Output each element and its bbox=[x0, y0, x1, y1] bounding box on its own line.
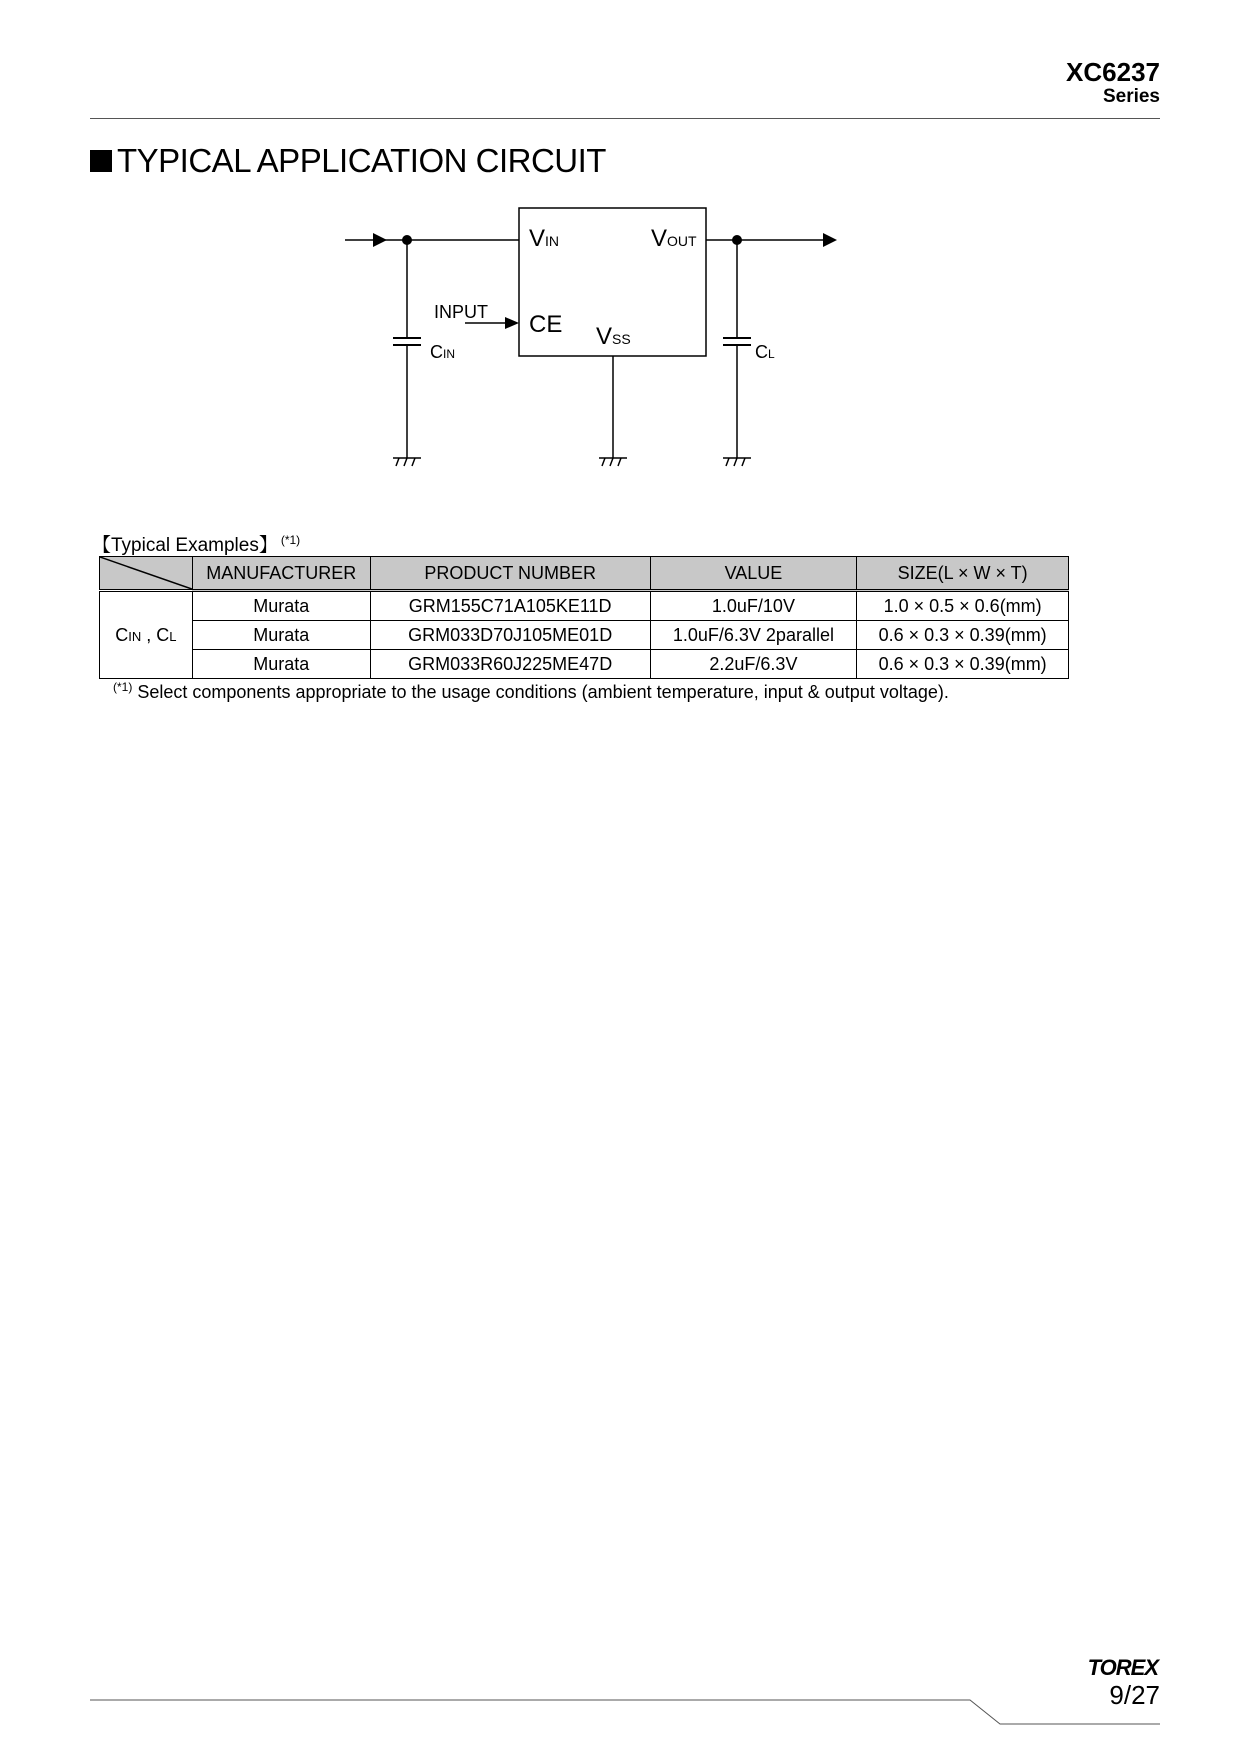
vout-junction-dot bbox=[732, 235, 742, 245]
section-title-text: TYPICAL APPLICATION CIRCUIT bbox=[117, 142, 606, 179]
vin-pin-label: VIN bbox=[529, 225, 560, 252]
cell-product-number: GRM155C71A105KE11D bbox=[370, 591, 650, 621]
col-header-size: SIZE(L × W × T) bbox=[857, 557, 1069, 591]
table-corner-cell bbox=[100, 557, 193, 591]
cell-size: 0.6 × 0.3 × 0.39(mm) bbox=[857, 621, 1069, 650]
vout-pin-label: VOUT bbox=[651, 225, 697, 252]
application-circuit-diagram bbox=[0, 0, 1240, 480]
typical-examples-title: 【Typical Examples】 $^{(*1)}$ bbox=[92, 533, 301, 556]
col-header-manufacturer: MANUFACTURER bbox=[192, 557, 370, 591]
col-header-product-number: PRODUCT NUMBER bbox=[370, 557, 650, 591]
cin-label: CIN bbox=[430, 342, 455, 362]
page-number: 9/27 bbox=[1109, 1680, 1160, 1710]
typical-examples-table bbox=[99, 556, 1069, 679]
footnote-text: Select components appropriate to the usage conditions (ambient temperature, input & output voltage). bbox=[137, 682, 949, 702]
table-row bbox=[100, 621, 1069, 650]
cell-manufacturer: Murata bbox=[192, 621, 370, 650]
ce-pin-label: CE bbox=[529, 311, 563, 338]
footnote bbox=[110, 680, 949, 703]
table-row bbox=[100, 591, 1069, 621]
ground-icon bbox=[723, 458, 751, 466]
table-header-row bbox=[100, 557, 1069, 591]
vin-junction-dot bbox=[402, 235, 412, 245]
series-label: Series bbox=[1102, 86, 1160, 107]
cell-size: 0.6 × 0.3 × 0.39(mm) bbox=[857, 650, 1069, 679]
cell-value: 2.2uF/6.3V bbox=[650, 650, 857, 679]
torex-logo: TOREX bbox=[1087, 1655, 1158, 1680]
input-label: INPUT bbox=[434, 302, 488, 322]
part-number: XC6237 bbox=[1066, 57, 1160, 87]
output-arrow-icon bbox=[823, 233, 837, 247]
cl-label: CL bbox=[755, 342, 775, 362]
ground-icon bbox=[393, 458, 421, 466]
note-reference: (*1) bbox=[280, 533, 301, 547]
vss-pin-label: VSS bbox=[596, 323, 631, 350]
cell-manufacturer: Murata bbox=[192, 650, 370, 679]
footnote-mark: (*1) bbox=[113, 680, 133, 694]
ce-arrow-icon bbox=[505, 317, 519, 329]
cell-size: 1.0 × 0.5 × 0.6(mm) bbox=[857, 591, 1069, 621]
cell-value: 1.0uF/10V bbox=[650, 591, 857, 621]
ground-icon bbox=[599, 458, 627, 466]
diagonal-line-icon bbox=[100, 557, 192, 589]
input-arrow-icon bbox=[373, 233, 387, 247]
cell-product-number: GRM033R60J225ME47D bbox=[370, 650, 650, 679]
col-header-value: VALUE bbox=[650, 557, 857, 591]
row-label-cin-cl: CIN , CL bbox=[100, 591, 193, 679]
cell-value: 1.0uF/6.3V 2parallel bbox=[650, 621, 857, 650]
cell-manufacturer: Murata bbox=[192, 591, 370, 621]
cell-product-number: GRM033D70J105ME01D bbox=[370, 621, 650, 650]
table-row bbox=[100, 650, 1069, 679]
